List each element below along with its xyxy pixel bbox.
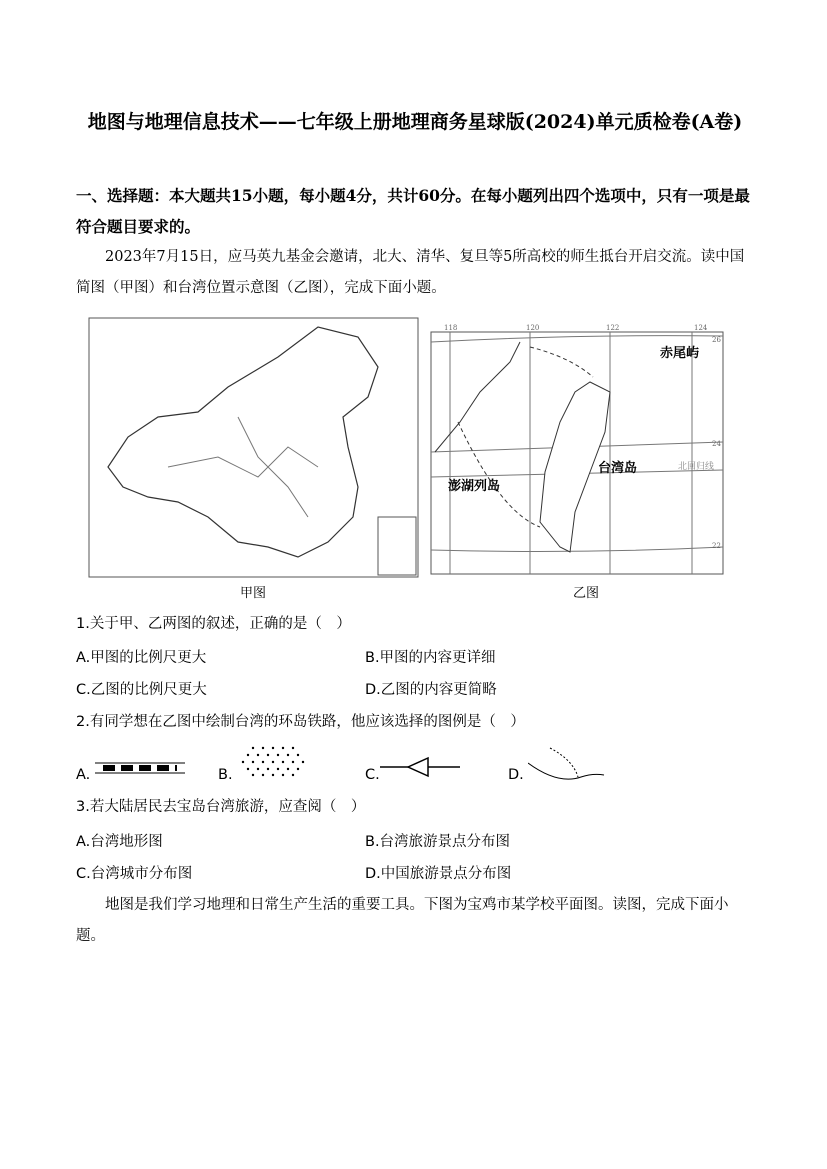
intro-paragraph: 2023年7月15日，应马英九基金会邀请，北大、清华、复旦等5所高校的师生抵台开启交流。读中国简图（甲图）和台湾位置示意图（乙图），完成下面小题。: [76, 249, 745, 296]
q2-stem: 2.有同学想在乙图中绘制台湾的环岛铁路，他应该选择的图例是（ ）: [76, 714, 525, 730]
q1-option-a[interactable]: A.甲图的比例尺更大: [76, 650, 207, 666]
section-heading: 一、选择题：本大题共15小题，每小题4分，共计60分。在每小题列出四个选项中，只有一项是最符合题目要求的。: [76, 186, 750, 236]
q3-option-b[interactable]: B.台湾旅游景点分布图: [365, 834, 511, 850]
railway-legend-icon: [95, 762, 185, 774]
lon-label: 120: [526, 324, 540, 332]
q2-option-c[interactable]: C.: [365, 767, 380, 783]
lon-label: 118: [444, 324, 458, 332]
q3-option-a[interactable]: A.台湾地形图: [76, 834, 163, 850]
q1-option-c[interactable]: C.乙图的比例尺更大: [76, 682, 207, 698]
q2-option-b[interactable]: B.: [218, 767, 233, 783]
river-legend-icon: [528, 745, 608, 783]
lon-label: 122: [606, 324, 620, 332]
lat-label: 26: [712, 336, 721, 344]
lat-label: 24: [712, 440, 721, 448]
lat-label: 22: [712, 542, 721, 550]
page-title: 地图与地理信息技术——七年级上册地理商务星球版(2024)单元质检卷(A卷): [87, 111, 743, 133]
q2-option-a[interactable]: A.: [76, 767, 91, 783]
q3-stem: 3.若大陆居民去宝岛台湾旅游，应查阅（ ）: [76, 799, 366, 815]
map-a-caption: 甲图: [240, 586, 267, 601]
q3-option-d[interactable]: D.中国旅游景点分布图: [365, 866, 512, 882]
map-taiwan: [430, 322, 725, 576]
label-chiwei: 赤尾屿: [660, 346, 700, 361]
dam-legend-icon: [380, 755, 460, 779]
label-taiwan: 台湾岛: [598, 461, 638, 476]
map-china: [88, 317, 420, 579]
dotted-area-legend-icon: [238, 745, 313, 777]
map-b-caption: 乙图: [573, 586, 600, 601]
q2-option-d[interactable]: D.: [508, 767, 524, 783]
q1-option-d[interactable]: D.乙图的内容更简略: [365, 682, 497, 698]
intro-paragraph-2: 地图是我们学习地理和日常生产生活的重要工具。下图为宝鸡市某学校平面图。读图，完成下面小题。: [76, 897, 729, 944]
label-penghu: 澎湖列岛: [448, 479, 501, 494]
q1-option-b[interactable]: B.甲图的内容更详细: [365, 650, 496, 666]
lon-label: 124: [694, 324, 708, 332]
q1-stem: 1.关于甲、乙两图的叙述，正确的是（ ）: [76, 616, 351, 632]
q3-option-c[interactable]: C.台湾城市分布图: [76, 866, 193, 882]
label-tropic: 北回归线: [678, 462, 715, 472]
